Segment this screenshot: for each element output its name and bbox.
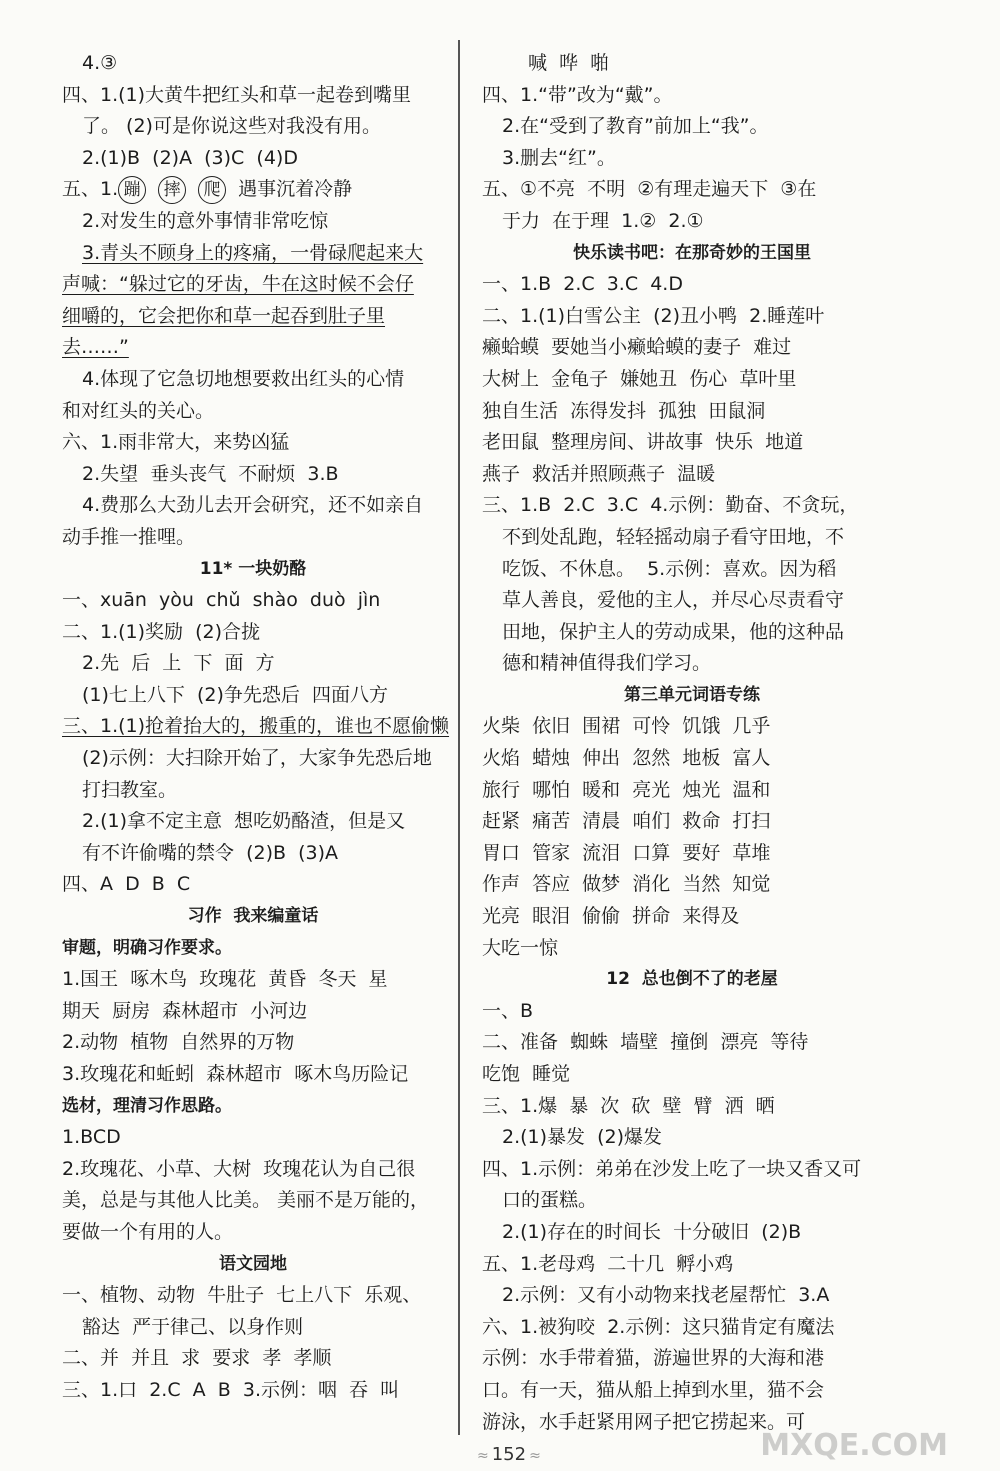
left-line <box>62 1027 444 1059</box>
right-line <box>482 1122 902 1154</box>
right-line <box>482 743 902 775</box>
left-line <box>62 1217 444 1249</box>
line-text: 四、1.“带”改为“戴”。 <box>482 83 673 106</box>
left-line <box>62 269 444 301</box>
left-line <box>62 554 444 586</box>
right-line <box>482 1375 902 1407</box>
left-line <box>62 1280 444 1312</box>
line-prefix: 五、1. <box>62 178 119 201</box>
line-text: 2.(1)暴发 (2)爆发 <box>502 1126 663 1149</box>
right-line <box>482 1280 902 1312</box>
left-line <box>62 490 444 522</box>
line-text: 2.失望 垂头丧气 不耐烦 3.B <box>82 462 339 485</box>
left-line <box>62 933 444 965</box>
line-text: 不到处乱跑，轻轻摇动扇子看守田地，不 <box>502 525 845 548</box>
line-text: 大树上 金龟子 嫌她丑 伤心 草叶里 <box>482 367 797 390</box>
right-line <box>482 396 902 428</box>
line-text: 2.动物 植物 自然界的万物 <box>62 1031 295 1054</box>
line-text: 选材，理清习作思路。 <box>62 1095 232 1116</box>
line-text: 和对红头的关心。 <box>62 399 215 422</box>
left-line <box>62 838 444 870</box>
line-text: 动手推一推哩。 <box>62 525 196 548</box>
line-text: 二、并 并且 求 要求 孝 孝顺 <box>62 1347 332 1370</box>
line-text: 4.体现了它急切地想要救出红头的心情 <box>82 367 405 390</box>
left-line <box>62 743 444 775</box>
left-line <box>62 775 444 807</box>
line-text: 2.示例：又有小动物来找老屋帮忙 3.A <box>502 1284 830 1307</box>
left-line <box>62 174 444 206</box>
right-line <box>482 838 902 870</box>
line-text: 2.(1)B (2)A (3)C (4)D <box>82 146 298 169</box>
line-text: 草人善良，爱他的主人，并尽心尽责看守 <box>502 589 845 612</box>
right-line <box>482 1217 902 1249</box>
line-text: 德和精神值得我们学习。 <box>502 652 712 675</box>
line-text: 要做一个有用的人。 <box>62 1220 234 1243</box>
line-text: 一、1.B 2.C 3.C 4.D <box>482 273 683 296</box>
right-line <box>482 711 902 743</box>
line-text: 光亮 眼泪 偷偷 拼命 来得及 <box>482 905 740 928</box>
line-text: 癞蛤蟆 要她当小癞蛤蟆的妻子 难过 <box>482 336 792 359</box>
left-line <box>62 964 444 996</box>
right-line <box>482 332 902 364</box>
right-column <box>482 48 902 1438</box>
line-text: 游泳，水手赶紧用网子把它捞起来。可 <box>482 1410 806 1433</box>
line-text: 胃口 管家 流泪 口算 要好 草堆 <box>482 841 771 864</box>
left-line <box>62 143 444 175</box>
left-line <box>62 680 444 712</box>
left-line <box>62 364 444 396</box>
line-text: (2)示例：大扫除开始了，大家争先恐后地 <box>82 747 432 770</box>
left-line <box>62 1185 444 1217</box>
right-line <box>482 80 902 112</box>
line-text: 一、B <box>482 999 534 1022</box>
line-text: 吃饭、不休息。 5.示例：喜欢。因为稻 <box>502 557 837 580</box>
line-text: 习作 我来编童话 <box>187 906 319 927</box>
circled-character: 爬 <box>198 176 226 204</box>
left-line <box>62 711 450 743</box>
left-line <box>62 1312 444 1344</box>
line-text: 2.玫瑰花、小草、大树 玫瑰花认为自己很 <box>62 1157 416 1180</box>
left-line <box>62 1375 444 1407</box>
line-text: 有不许偷嘴的禁令 (2)B (3)A <box>82 841 339 864</box>
left-line <box>62 111 444 143</box>
line-text: 1.国王 啄木鸟 玫瑰花 黄昏 冬天 星 <box>62 968 388 991</box>
left-line <box>62 1059 444 1091</box>
watermark: MXQE.COM <box>760 1428 948 1463</box>
line-text: 快乐读书吧：在那奇妙的王国里 <box>573 242 811 263</box>
line-text: 六、1.雨非常大，来势凶猛 <box>62 431 290 454</box>
left-line <box>62 238 444 270</box>
right-line <box>482 901 902 933</box>
line-text: 五、①不亮 不明 ②有理走遍天下 ③在 <box>482 178 817 201</box>
right-line <box>482 1343 902 1375</box>
left-line <box>62 459 444 491</box>
line-text: 2.在“受到了教育”前加上“我”。 <box>502 115 769 138</box>
line-text: 了。 (2)可是你说这些对我没有用。 <box>82 115 381 138</box>
page-number: ≈ 152 ≈ <box>474 1444 544 1465</box>
right-line <box>482 143 902 175</box>
line-text: 四、A D B C <box>62 873 191 896</box>
line-text: 期天 厨房 森林超市 小河边 <box>62 999 308 1022</box>
right-line <box>482 269 902 301</box>
left-line <box>62 1249 444 1281</box>
line-text: 11* 一块奶酪 <box>199 558 307 579</box>
line-text: 一、xuān yòu chǔ shào duò jìn <box>62 589 381 612</box>
right-line <box>482 964 902 996</box>
right-line <box>482 238 902 270</box>
line-text: 二、1.(1)奖励 (2)合拢 <box>62 620 261 643</box>
left-column <box>62 48 450 1407</box>
line-text: 2.(1)拿不定主意 想吃奶酪渣，但是又 <box>82 810 406 833</box>
left-line <box>62 617 444 649</box>
line-text: 喊 哗 啪 <box>528 52 610 74</box>
right-line <box>482 111 902 143</box>
line-text: 大吃一惊 <box>482 936 559 959</box>
left-line <box>62 648 444 680</box>
line-text: 2.先 后 上 下 面 方 <box>82 652 275 675</box>
line-text: 三、1.口 2.C A B 3.示例：咽 吞 叫 <box>62 1378 400 1401</box>
right-line <box>482 1312 902 1344</box>
line-text: 3.青头不顾身上的疼痛，一骨碌爬起来大 <box>82 241 424 264</box>
line-text: 示例：水手带着猫，游遍世界的大海和港 <box>482 1347 825 1370</box>
column-divider <box>458 40 460 1435</box>
left-line <box>62 1091 444 1123</box>
line-text: 五、1.老母鸡 二十几 孵小鸡 <box>482 1252 734 1275</box>
left-line <box>62 1154 444 1186</box>
line-text: 1.BCD <box>62 1126 121 1149</box>
right-line <box>482 427 902 459</box>
line-text: 二、准备 蜘蛛 墙壁 撞倒 漂亮 等待 <box>482 1031 809 1054</box>
line-text: 火焰 蜡烛 伸出 忽然 地板 富人 <box>482 747 771 770</box>
line-text: 四、1.(1)大黄牛把红头和草一起卷到嘴里 <box>62 83 412 106</box>
line-suffix: 遇事沉着冷静 <box>238 178 353 201</box>
line-text: 2.(1)存在的时间长 十分破旧 (2)B <box>502 1220 802 1243</box>
right-line <box>482 933 902 965</box>
right-line <box>482 1027 902 1059</box>
left-line <box>62 585 444 617</box>
left-line <box>62 1343 444 1375</box>
right-line <box>482 869 902 901</box>
line-text: 语文园地 <box>219 1253 287 1274</box>
right-line <box>482 301 902 333</box>
line-text: 作声 答应 做梦 消化 当然 知觉 <box>482 873 771 896</box>
line-text: 4.费那么大劲儿去开会研究，还不如亲自 <box>82 494 424 517</box>
left-line <box>62 996 444 1028</box>
right-line <box>482 1091 902 1123</box>
left-line <box>62 806 444 838</box>
line-text: 4.③ <box>82 52 118 74</box>
line-text: 3.玫瑰花和蚯蚓 森林超市 啄木鸟历险记 <box>62 1063 409 1085</box>
line-text: 声喊：“躲过它的牙齿，牛在这时候不会仔 <box>62 273 414 296</box>
line-text: 吃饱 睡觉 <box>482 1063 571 1085</box>
line-text: 三、1.B 2.C 3.C 4.示例：勤奋、不贪玩， <box>482 494 859 517</box>
right-line <box>482 1059 902 1091</box>
right-line <box>482 806 902 838</box>
line-text: 老田鼠 整理房间、讲故事 快乐 地道 <box>482 431 804 454</box>
left-line <box>62 522 444 554</box>
line-text: 美，总是与其他人比美。 美丽不是万能的， <box>62 1189 430 1212</box>
circled-character: 蹦 <box>118 176 146 204</box>
line-text: 细嚼的，它会把你和草一起吞到肚子里 <box>62 304 386 327</box>
right-line <box>482 522 902 554</box>
left-line <box>62 901 444 933</box>
right-line <box>482 554 902 586</box>
right-line <box>482 775 902 807</box>
line-text: 口的蛋糕。 <box>502 1189 598 1212</box>
line-text: 第三单元词语专练 <box>624 684 760 705</box>
line-text: 旅行 哪怕 暖和 亮光 烛光 温和 <box>482 778 771 801</box>
left-line <box>62 332 444 364</box>
line-text: 豁达 严于律己、以身作则 <box>82 1315 304 1338</box>
line-text: 12 总也倒不了的老屋 <box>606 969 778 990</box>
line-text: 燕子 救活并照顾燕子 温暖 <box>482 462 716 485</box>
line-text: 六、1.被狗咬 2.示例：这只猫肯定有魔法 <box>482 1315 835 1338</box>
line-text: 三、1.爆 暴 次 砍 壁 臂 洒 晒 <box>482 1094 775 1117</box>
line-text: 田地，保护主人的劳动成果，他的这种品 <box>502 620 845 643</box>
line-text: 打扫教室。 <box>82 778 178 801</box>
left-line <box>62 1122 444 1154</box>
line-text: 四、1.示例：弟弟在沙发上吃了一块又香又可 <box>482 1157 862 1180</box>
line-text: 独自生活 冻得发抖 孤独 田鼠洞 <box>482 399 766 422</box>
line-text: 一、植物、动物 牛肚子 七上八下 乐观、 <box>62 1284 422 1307</box>
line-text: 二、1.(1)白雪公主 (2)丑小鸭 2.睡莲叶 <box>482 304 825 327</box>
line-text: (1)七上八下 (2)争先恐后 四面八方 <box>82 683 388 706</box>
line-text: 3.删去“红”。 <box>502 146 616 169</box>
right-line <box>482 585 902 617</box>
left-line <box>62 396 444 428</box>
left-line <box>62 869 444 901</box>
left-line <box>62 48 444 80</box>
right-line <box>482 1185 902 1217</box>
line-text: 三、1.(1)抢着抬大的，搬重的，谁也不愿偷懒 <box>62 715 450 738</box>
line-text: 2.对发生的意外事情非常吃惊 <box>82 209 329 232</box>
left-line <box>62 80 444 112</box>
right-line <box>482 459 902 491</box>
right-line <box>482 1249 902 1281</box>
circled-character: 摔 <box>158 176 186 204</box>
left-line <box>62 206 444 238</box>
right-line <box>482 174 902 206</box>
right-line <box>482 648 902 680</box>
line-text: 去……” <box>62 336 129 359</box>
right-line <box>482 364 902 396</box>
left-line <box>62 301 444 333</box>
right-line <box>482 490 902 522</box>
right-line <box>482 617 902 649</box>
line-text: 审题，明确习作要求。 <box>62 937 232 958</box>
line-text: 口。有一天，猫从船上掉到水里，猫不会 <box>482 1378 825 1401</box>
right-line <box>482 1154 902 1186</box>
right-line <box>482 206 902 238</box>
line-text: 赶紧 痛苦 清晨 咱们 救命 打扫 <box>482 810 771 833</box>
line-text: 于力 在于理 1.② 2.① <box>502 209 704 232</box>
right-line <box>482 996 902 1028</box>
left-line <box>62 427 444 459</box>
right-line <box>482 48 902 80</box>
line-text: 火柴 依旧 围裙 可怜 饥饿 几乎 <box>482 715 771 738</box>
right-line <box>482 680 902 712</box>
